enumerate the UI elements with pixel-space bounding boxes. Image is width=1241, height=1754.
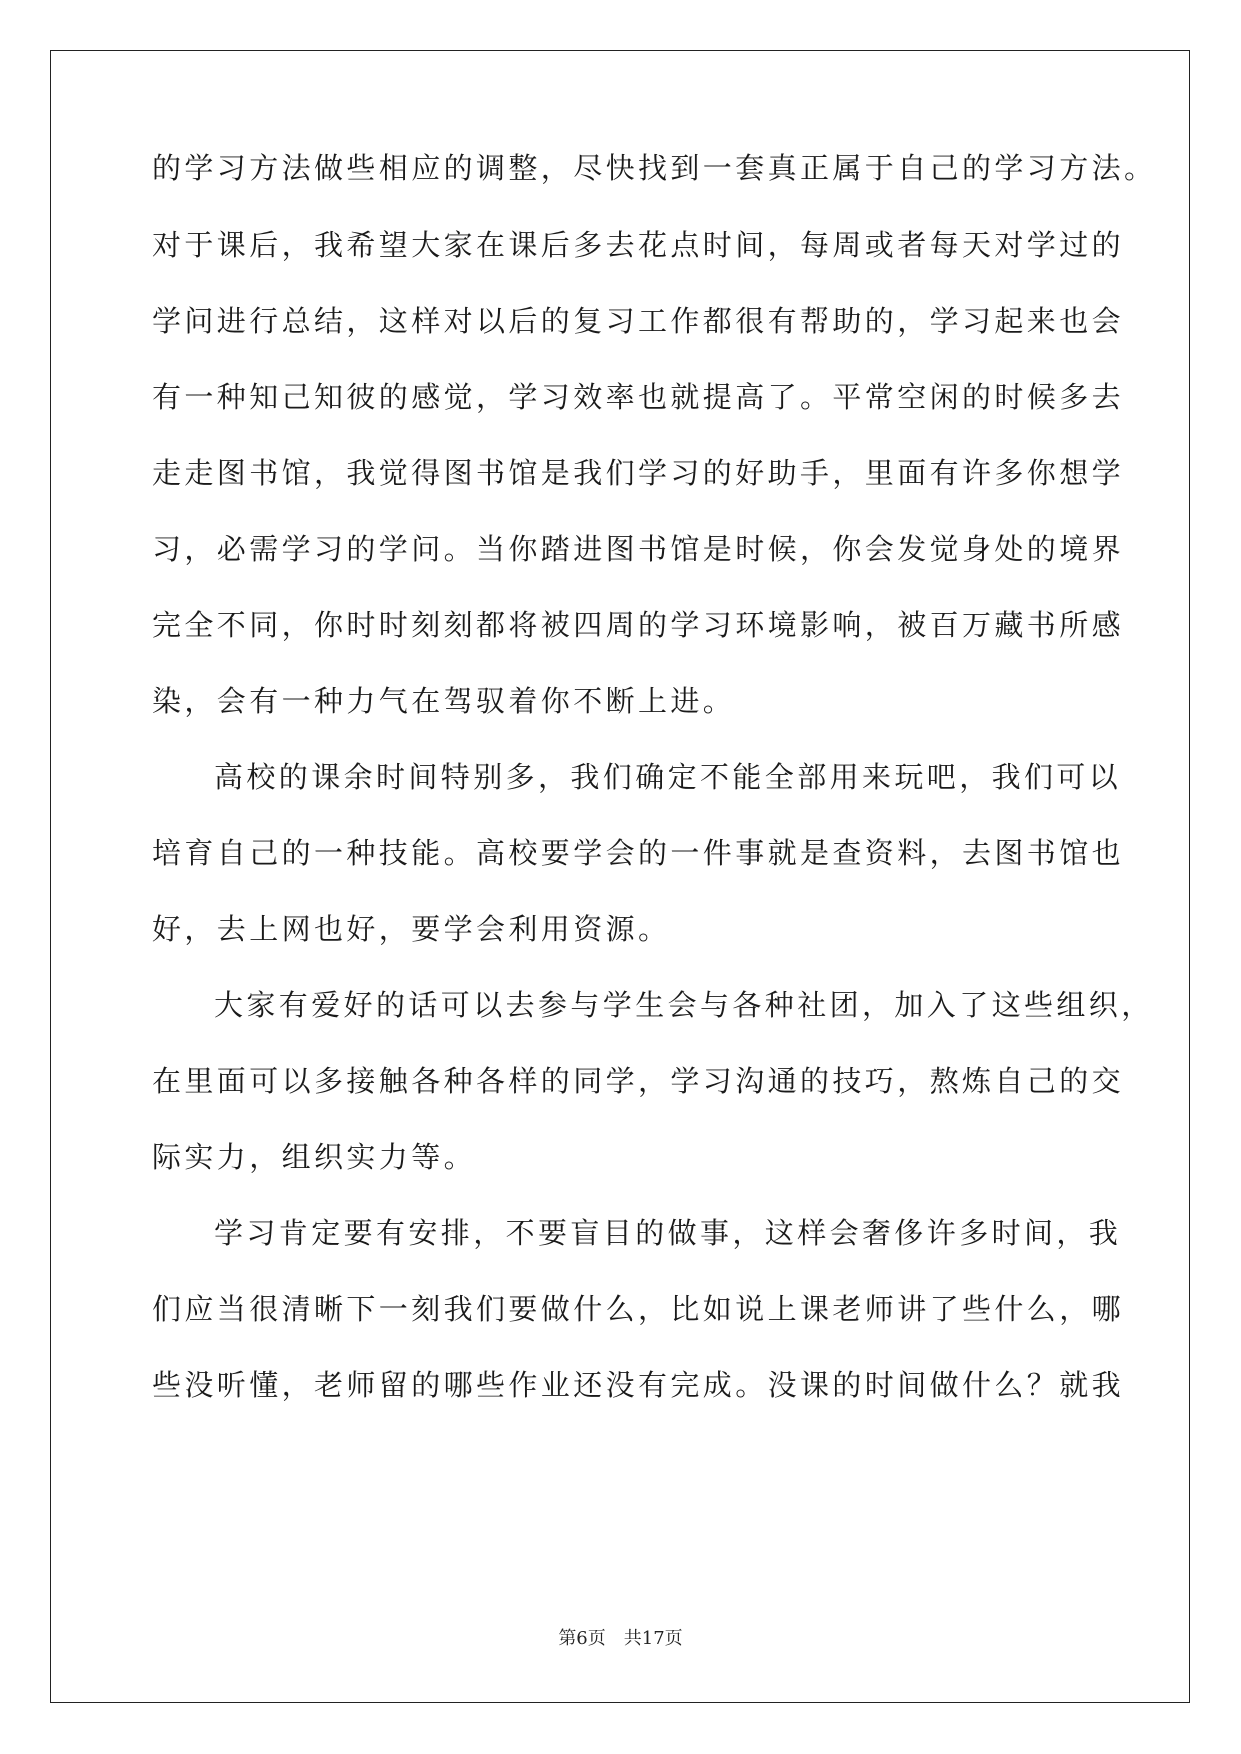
paragraph-line: 染，会有一种力气在驾驭着你不断上进。 — [152, 684, 736, 718]
page-number-current: 第6页 — [558, 1628, 606, 1649]
paragraph-line: 的学习方法做些相应的调整，尽快找到一套真正属于自己的学习方法。 — [152, 151, 1157, 185]
paragraph-line: 在里面可以多接触各种各样的同学，学习沟通的技巧，熬炼自己的交 — [152, 1064, 1125, 1098]
paragraph-line: 学问进行总结，这样对以后的复习工作都很有帮助的，学习起来也会 — [152, 304, 1125, 338]
paragraph-line: 际实力，组织实力等。 — [152, 1140, 477, 1174]
paragraph-line: 走走图书馆，我觉得图书馆是我们学习的好助手，里面有许多你想学 — [152, 456, 1125, 490]
paragraph-line: 培育自己的一种技能。高校要学会的一件事就是查资料，去图书馆也 — [152, 836, 1125, 870]
paragraph-line: 完全不同，你时时刻刻都将被四周的学习环境影响，被百万藏书所感 — [152, 608, 1125, 642]
paragraph-line: 些没听懂，老师留的哪些作业还没有完成。没课的时间做什么？就我 — [152, 1368, 1125, 1402]
paragraph-line: 高校的课余时间特别多，我们确定不能全部用来玩吧，我们可以 — [214, 760, 1122, 794]
paragraph-line: 学习肯定要有安排，不要盲目的做事，这样会奢侈许多时间，我 — [214, 1216, 1122, 1250]
paragraph-line: 习，必需学习的学问。当你踏进图书馆是时候，你会发觉身处的境界 — [152, 532, 1125, 566]
paragraph-line: 对于课后，我希望大家在课后多去花点时间，每周或者每天对学过的 — [152, 228, 1125, 262]
paragraph-line: 们应当很清晰下一刻我们要做什么，比如说上课老师讲了些什么，哪 — [152, 1292, 1125, 1326]
page-footer — [0, 1628, 1241, 1650]
paragraph-line: 有一种知己知彼的感觉，学习效率也就提高了。平常空闲的时候多去 — [152, 380, 1125, 414]
page-border — [50, 50, 1190, 1703]
paragraph-line: 好，去上网也好，要学会利用资源。 — [152, 912, 671, 946]
page-number-total: 共17页 — [623, 1628, 683, 1649]
paragraph-line: 大家有爱好的话可以去参与学生会与各种社团，加入了这些组织， — [214, 988, 1154, 1022]
